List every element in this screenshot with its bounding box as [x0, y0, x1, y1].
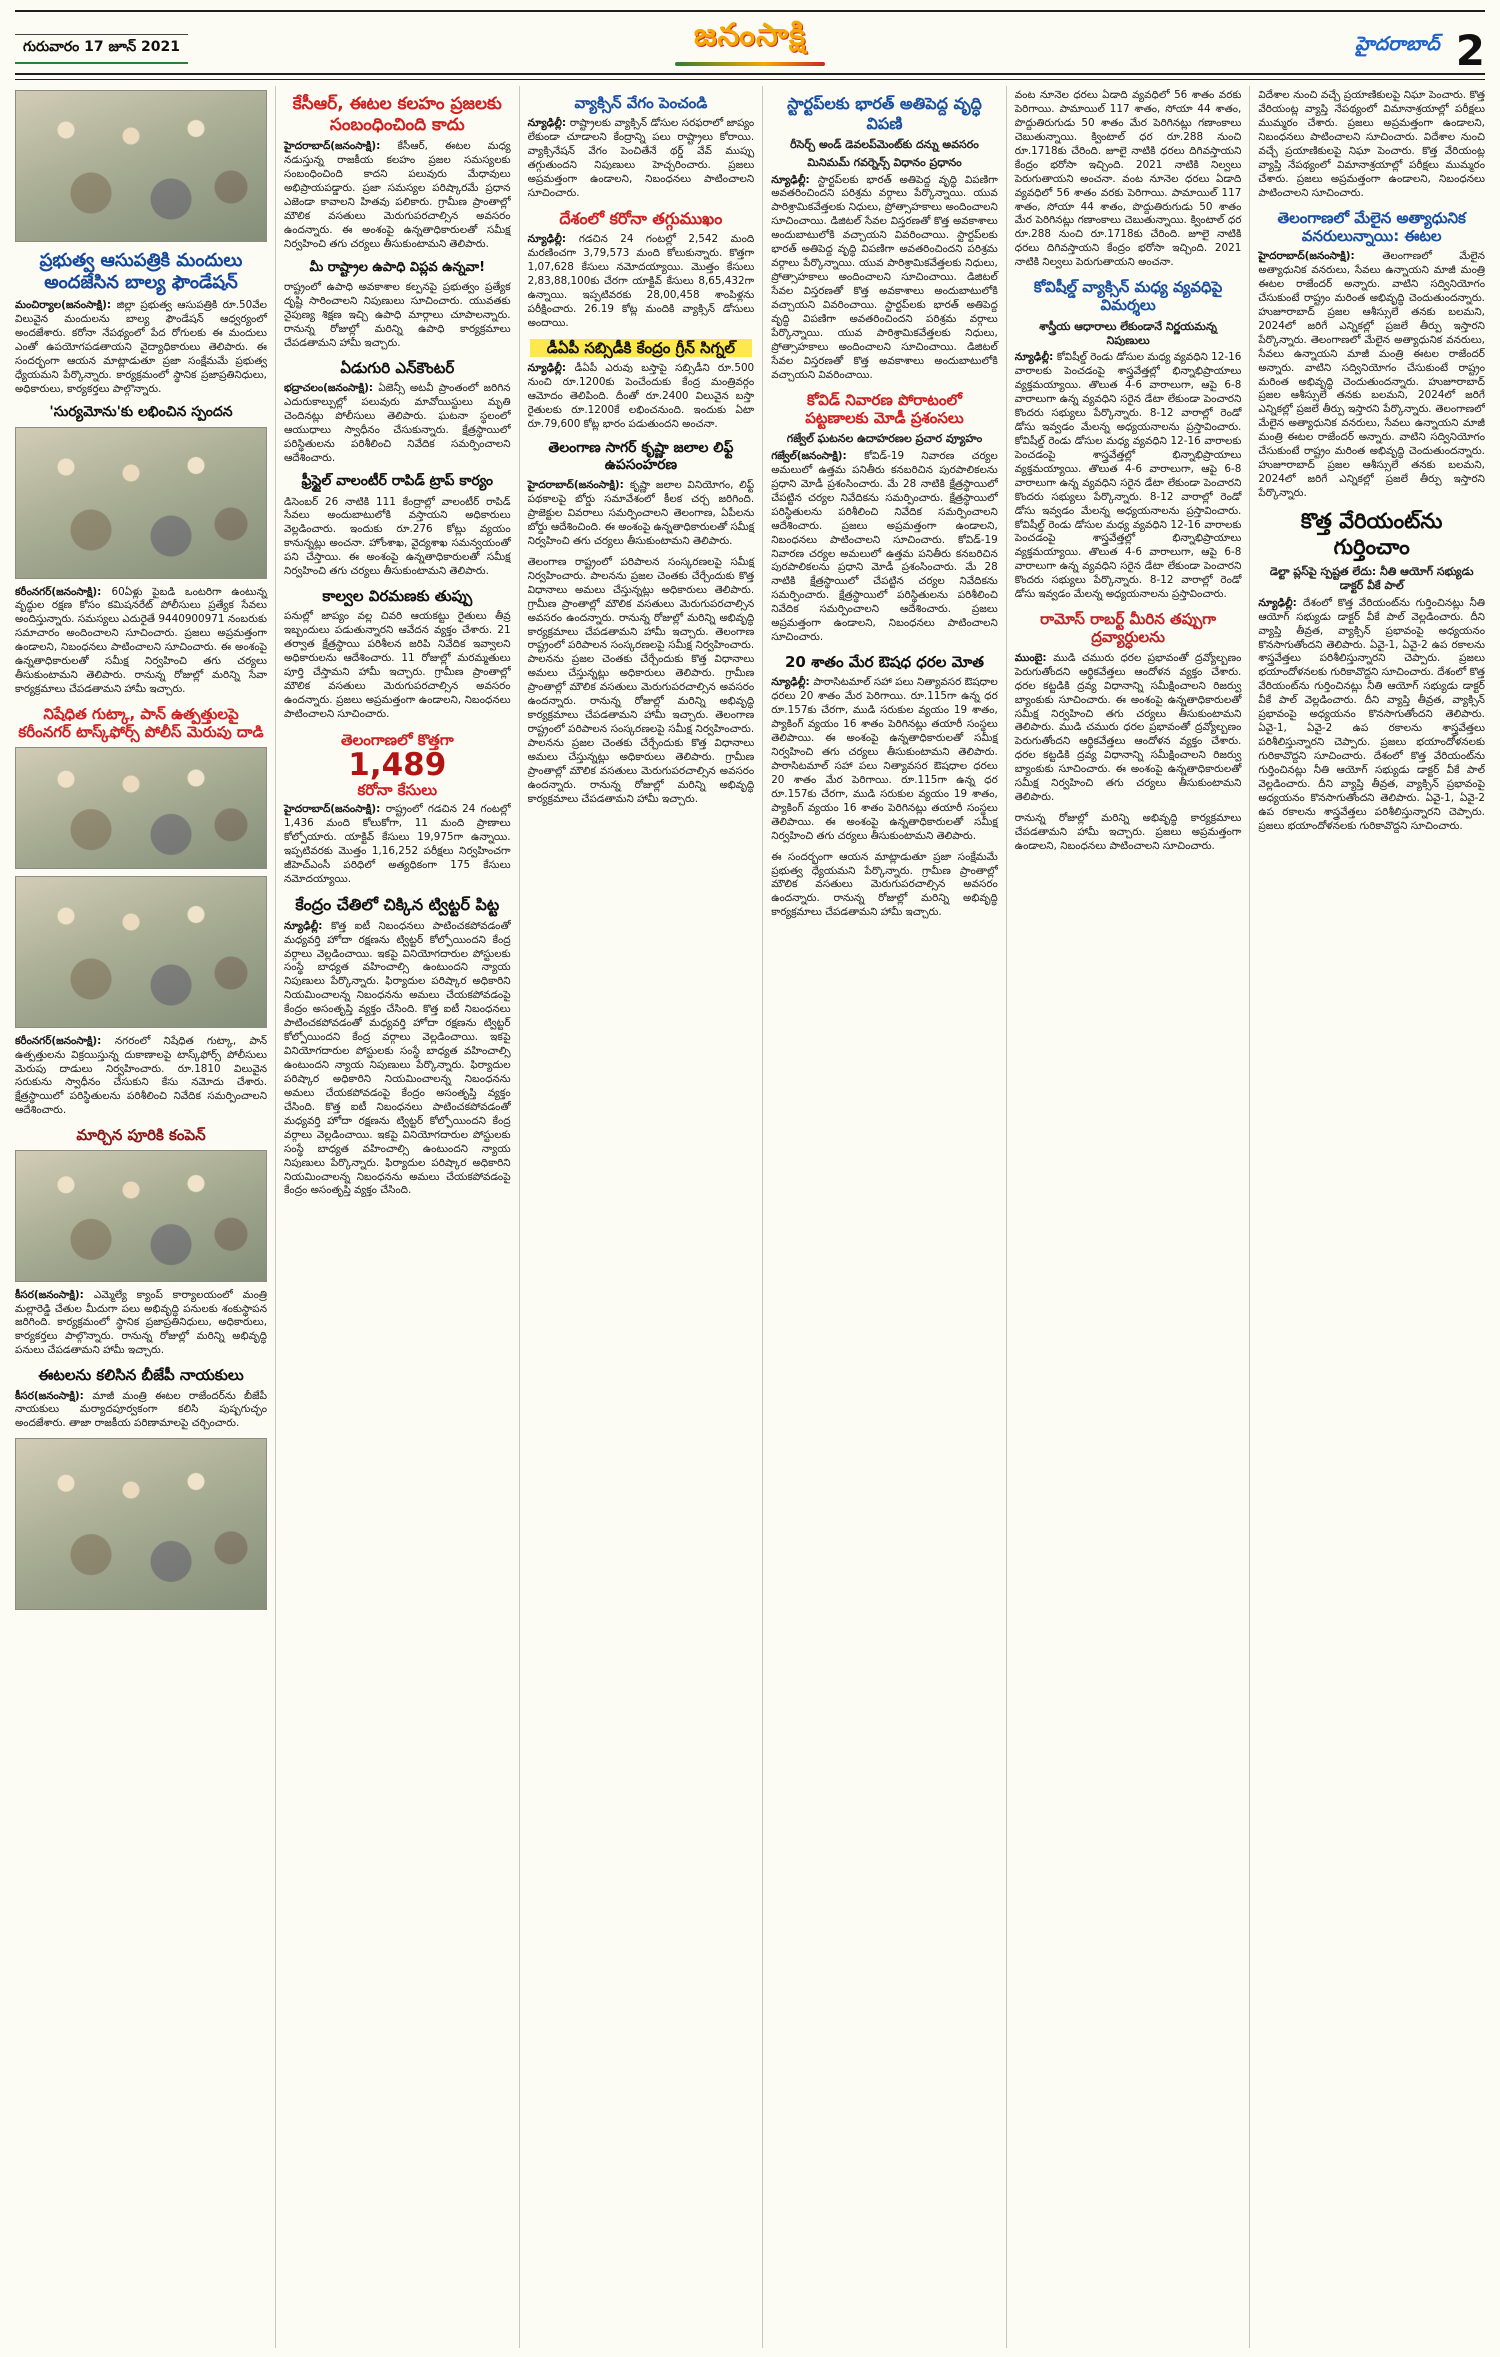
- case-count-label: తెలంగాణలో కొత్తగా: [340, 730, 454, 749]
- dateline: హైదరాబాద్(జనంసాక్షి):: [1258, 250, 1383, 263]
- headline: తెలంగాణలో మేలైన అత్యాధునిక వనరులున్నాయి: ఈటల: [1277, 208, 1466, 245]
- body-text: రాష్ట్రంలో గడచిన 24 గంటల్లో 1,436 మంది కోలుకోగా, 11 మంది ప్రాణాలు కోల్పోయారు. యాక్టివ్ కేసులు 19,975గా ఉన్నాయి. ఇప్పటివరకు మొత్తం 1,16,252 పరీక్షలు నిర్వహించగా జీహెచ్ఎంసీ పరిధిలో అత్యధికంగా 175 కేసులు నమోదయ్యాయి.: [284, 803, 511, 886]
- body-paragraph: [284, 496, 511, 580]
- body-text: కృష్ణా జలాల వినియోగం, లిఫ్ట్ పథకాలపై బోర్డు సమావేశంలో కీలక చర్చ జరిగింది. ప్రాజెక్టుల వివరాలు సమర్పించాలని తెలంగాణ, ఏపీలను బోర్డు ఆదేశించింది. ఈ అంశంపై ఉన్నతాధికారులతో సమీక్ష నిర్వహించి తగు చర్యలు తీసుకుంటామని తెలిపారు.: [527, 479, 755, 547]
- body-paragraph: [528, 362, 755, 432]
- body-paragraph: [1015, 89, 1242, 270]
- body-paragraph: [1015, 652, 1242, 805]
- dateline: గజ్వేల్(జనంసాక్షి):: [771, 449, 865, 462]
- body-paragraph: [284, 610, 511, 722]
- body-text: తెలంగాణ రాష్ట్రంలో పరిపాలన సంస్కరణలపై సమీక్ష నిర్వహించారు. పాలనను ప్రజల చెంతకు చేర్చేందుకు కొత్త విధానాలు అమలు చేస్తున్నట్లు అధికారులు తెలిపారు. గ్రామీణ ప్రాంతాల్లో మౌలిక వసతులు మెరుగుపరచాల్సిన అవసరం ఉందన్నారు. రానున్న రోజుల్లో మరిన్ని అభివృద్ధి కార్యక్రమాలు చేపడతామని హామీ ఇచ్చారు. తెలంగాణ రాష్ట్రంలో పరిపాలన సంస్కరణలపై సమీక్ష నిర్వహించారు. పాలనను ప్రజల చెంతకు చేర్చేందుకు కొత్త విధానాలు అమలు చేస్తున్నట్లు అధికారులు తెలిపారు. గ్రామీణ ప్రాంతాల్లో మౌలిక వసతులు మెరుగుపరచాల్సిన అవసరం ఉందన్నారు. రానున్న రోజుల్లో మరిన్ని అభివృద్ధి కార్యక్రమాలు చేపడతామని హామీ ఇచ్చారు. తెలంగాణ రాష్ట్రంలో పరిపాలన సంస్కరణలపై సమీక్ష నిర్వహించారు. పాలనను ప్రజల చెంతకు చేర్చేందుకు కొత్త విధానాలు అమలు చేస్తున్నట్లు అధికారులు తెలిపారు. గ్రామీణ ప్రాంతాల్లో మౌలిక వసతులు మెరుగుపరచాల్సిన అవసరం ఉందన్నారు. రానున్న రోజుల్లో మరిన్ని అభివృద్ధి కార్యక్రమాలు చేపడతామని హామీ ఇచ్చారు.: [527, 555, 755, 805]
- dateline: న్యూఢిల్లీ:: [1258, 596, 1303, 609]
- body-paragraph: [528, 117, 755, 201]
- column-1: [15, 86, 275, 2348]
- body-paragraph: [284, 140, 511, 252]
- body-paragraph: [284, 920, 511, 1199]
- body-text: ఏజెన్సీ అటవీ ప్రాంతంలో జరిగిన ఎదురుకాల్పుల్లో పలువురు మావోయిస్టులు మృతి చెందినట్లు పోలీసులు తెలిపారు. ఘటనా స్థలంలో ఆయుధాలు స్వాధీనం చేసుకున్నారు. క్షేత్రస్థాయిలో పరిస్థితులను పరిశీలించి నివేదిక సమర్పించాలని ఆదేశించారు.: [284, 381, 511, 464]
- headline: ఏడుగురి ఎన్‌కౌంటర్: [340, 358, 455, 377]
- dateline: హైదరాబాద్(జనంసాక్షి):: [527, 479, 630, 492]
- dateline: కీసర(జనంసాక్షి):: [15, 1389, 93, 1402]
- headline: కోవిడ్ నివారణ పోరాటంలో పట్టణాలకు మోడీ ప్రశంసలు: [805, 390, 964, 427]
- body-paragraph: [284, 281, 511, 351]
- medicine-donation-photo: [15, 90, 267, 242]
- bjp-leaders-meeting-photo: [15, 1438, 267, 1610]
- body-paragraph: [1258, 250, 1485, 501]
- headline: మీ రాష్ట్రాల ఉపాధి విప్లవ ఉన్నవా!: [309, 259, 486, 275]
- body-paragraph: [528, 479, 755, 549]
- kicker: గజ్వేల్ ఘటనల ఉదాహరణల ప్రచార వ్యూహం: [786, 432, 983, 446]
- headline: కోవిషీల్డ్ వ్యాక్సిన్ మధ్య వ్యవధిపై విమర్శలు: [1033, 278, 1223, 315]
- column-4: [762, 86, 1006, 2348]
- dateline: కరీంనగర్(జనంసాక్షి):: [15, 1034, 115, 1047]
- dateline: కరీంనగర్(జనంసాక్షి):: [15, 585, 112, 598]
- dateline: న్యూఢిల్లీ:: [284, 919, 332, 932]
- dateline: న్యూఢిల్లీ:: [771, 676, 814, 689]
- headline: ప్రభుత్వ ఆసుపత్రికి మందులు అందజేసిన బాల్య ఫౌండేషన్: [39, 250, 243, 293]
- body-paragraph: [771, 174, 998, 383]
- body-text: ఈ సందర్భంగా ఆయన మాట్లాడుతూ ప్రజా సంక్షేమమే ప్రభుత్వ ధ్యేయమని పేర్కొన్నారు. గ్రామీణ ప్రాంతాల్లో మౌలిక వసతులు మెరుగుపరచాల్సిన అవసరం ఉందన్నారు. రానున్న రోజుల్లో మరిన్ని అభివృద్ధి కార్యక్రమాలు చేపడతామని హామీ ఇచ్చారు.: [771, 850, 998, 919]
- headline: ఈటలను కలిసిన బీజేపీ నాయకులు: [38, 1366, 244, 1385]
- masthead-logo: [675, 17, 825, 66]
- masthead-swoosh-icon: [675, 62, 825, 66]
- headline: నిషేధిత గుట్కా, పాన్ ఉత్పత్తులపై కరీంనగర్ టాస్క్‌ఫోర్స్ పోలీస్ మెరుపు దాడి: [18, 705, 264, 742]
- case-count-label: కరోనా కేసులు: [357, 781, 438, 800]
- issue-date: గురువారం 17 జూన్ 2021: [23, 39, 181, 55]
- headline: రామోస్ రాబర్ట్ మీరిన తప్పుగా ద్రవ్యార్ధులను: [1040, 610, 1217, 647]
- body-paragraph: [1015, 351, 1242, 602]
- dateline: హైదరాబాద్(జనంసాక్షి):: [284, 140, 398, 153]
- body-text: తెలంగాణలో మేలైన అత్యాధునిక వనరులు, సేవలు ఉన్నాయని మాజీ మంత్రి ఈటల రాజేందర్ అన్నారు. వాటిని సద్వినియోగం చేసుకుంటే రాష్ట్రం మరింత అభివృద్ధి చెందుతుందన్నారు. హుజూరాబాద్ ప్రజల ఆశీస్సులే తనకు బలమని, 2024లో జరిగే ఎన్నికల్లో ప్రజలే తీర్పు ఇస్తారని పేర్కొన్నారు. తెలంగాణలో మేలైన అత్యాధునిక వనరులు, సేవలు ఉన్నాయని మాజీ మంత్రి ఈటల రాజేందర్ అన్నారు. వాటిని సద్వినియోగం చేసుకుంటే రాష్ట్రం మరింత అభివృద్ధి చెందుతుందన్నారు. హుజూరాబాద్ ప్రజల ఆశీస్సులే తనకు బలమని, 2024లో జరిగే ఎన్నికల్లో ప్రజలే తీర్పు ఇస్తారని పేర్కొన్నారు. తెలంగాణలో మేలైన అత్యాధునిక వనరులు, సేవలు ఉన్నాయని మాజీ మంత్రి ఈటల రాజేందర్ అన్నారు. వాటిని సద్వినియోగం చేసుకుంటే రాష్ట్రం మరింత అభివృద్ధి చెందుతుందన్నారు. హుజూరాబాద్ ప్రజల ఆశీస్సులే తనకు బలమని, 2024లో జరిగే ఎన్నికల్లో ప్రజలే తీర్పు ఇస్తారని పేర్కొన్నారు.: [1258, 250, 1485, 500]
- body-text: ముడి చమురు ధరల ప్రభావంతో ద్రవ్యోల్బణం పెరుగుతోందని ఆర్థికవేత్తలు ఆందోళన వ్యక్తం చేశారు. ధరల కట్టడికి ద్రవ్య విధానాన్ని సమీక్షించాలని రిజర్వు బ్యాంకుకు సూచించారు. ఈ అంశంపై ఉన్నతాధికారులతో సమీక్ష నిర్వహించి తగు చర్యలు తీసుకుంటామని తెలిపారు. ముడి చమురు ధరల ప్రభావంతో ద్రవ్యోల్బణం పెరుగుతోందని ఆర్థికవేత్తలు ఆందోళన వ్యక్తం చేశారు. ధరల కట్టడికి ద్రవ్య విధానాన్ని సమీక్షించాలని రిజర్వు బ్యాంకుకు సూచించారు. ఈ అంశంపై ఉన్నతాధికారులతో సమీక్ష నిర్వహించి తగు చర్యలు తీసుకుంటామని తెలిపారు.: [1014, 651, 1242, 804]
- kicker: శాస్త్రీయ ఆధారాలు లేకుండానే నిర్ణయమన్న నిపుణులు: [1039, 319, 1217, 347]
- page-header: [15, 10, 1485, 76]
- kicker: మినిమమ్ గవర్నెన్స్ విధానం ప్రధానం: [807, 155, 962, 169]
- column-5: [1006, 86, 1250, 2348]
- body-paragraph: [284, 803, 511, 887]
- dateline: మంచిర్యాల(జనంసాక్షి):: [15, 298, 117, 311]
- body-text: దేశంలో కొత్త వేరియంట్‌ను గుర్తించినట్లు నీతి ఆయోగ్ సభ్యుడు డాక్టర్ వీకే పాల్ వెల్లడించారు. దీని వ్యాప్తి తీవ్రత, వ్యాక్సిన్ ప్రభావంపై అధ్యయనం కొనసాగుతోందని తెలిపారు. ఏవై-1, ఏవై-2 ఉప రకాలను శాస్త్రవేత్తలు పరిశీలిస్తున్నారని చెప్పారు. ప్రజలు భయాందోళనలకు గురికావొద్దని సూచించారు. దేశంలో కొత్త వేరియంట్‌ను గుర్తించినట్లు నీతి ఆయోగ్ సభ్యుడు డాక్టర్ వీకే పాల్ వెల్లడించారు. దీని వ్యాప్తి తీవ్రత, వ్యాక్సిన్ ప్రభావంపై అధ్యయనం కొనసాగుతోందని తెలిపారు. ఏవై-1, ఏవై-2 ఉప రకాలను శాస్త్రవేత్తలు పరిశీలిస్తున్నారని చెప్పారు. ప్రజలు భయాందోళనలకు గురికావొద్దని సూచించారు. దేశంలో కొత్త వేరియంట్‌ను గుర్తించినట్లు నీతి ఆయోగ్ సభ్యుడు డాక్టర్ వీకే పాల్ వెల్లడించారు. దీని వ్యాప్తి తీవ్రత, వ్యాక్సిన్ ప్రభావంపై అధ్యయనం కొనసాగుతోందని తెలిపారు. ఏవై-1, ఏవై-2 ఉప రకాలను శాస్త్రవేత్తలు పరిశీలిస్తున్నారని చెప్పారు. ప్రజలు భయాందోళనలకు గురికావొద్దని సూచించారు.: [1258, 596, 1485, 832]
- edition-block: [1355, 26, 1485, 76]
- dateline: హైదరాబాద్(జనంసాక్షి):: [284, 803, 386, 816]
- dateline: న్యూఢిల్లీ:: [527, 362, 575, 375]
- masthead-title: జనంసాక్షి: [693, 17, 807, 53]
- body-paragraph: [15, 1390, 267, 1432]
- body-text: గడచిన 24 గంటల్లో 2,542 మంది మరణించగా 3,79,573 మంది కోలుకున్నారు. కొత్తగా 1,07,628 కేసులు నమోదయ్యాయి. మొత్తం కేసులు 2,83,88,100కు చేరగా యాక్టివ్ కేసులు 8,65,432గా ఉన్నాయి. ఇప్పటివరకు 28,00,458 శాంపిళ్లను పరీక్షించారు. 26.19 కోట్ల మందికి వ్యాక్సిన్ డోసులు అందాయి.: [527, 233, 755, 330]
- dateline: న్యూఢిల్లీ:: [771, 173, 818, 186]
- date-block: [15, 34, 188, 64]
- dateline: భద్రాచలం(జనంసాక్షి):: [284, 381, 379, 394]
- headline: 'సుర్యమోను'కు లభించిన స్పందన: [49, 404, 233, 421]
- headline: మార్చిన పూరికి కంపెన్: [76, 1126, 206, 1145]
- headline: స్టార్టప్‌లకు భారత్ అతిపెద్ద వృద్ధి విపణి: [787, 94, 982, 133]
- page-columns: [15, 86, 1485, 2348]
- body-text: జిల్లా ప్రభుత్వ ఆసుపత్రికి రూ.50వేల విలువైన మందులను బాల్య ఫౌండేషన్ ఆధ్వర్యంలో అందజేశారు. కరోనా నేపథ్యంలో పేద రోగులకు ఈ మందులు ఎంతో ఉపయోగపడతాయని వైద్యాధికారులు తెలిపారు. ఈ సందర్భంగా ఆయన మాట్లాడుతూ ప్రజా సంక్షేమమే ప్రభుత్వ ధ్యేయమని పేర్కొన్నారు. కార్యక్రమంలో స్థానిక ప్రజాప్రతినిధులు, అధికారులు, కార్యకర్తలు పాల్గొన్నారు.: [15, 298, 267, 395]
- body-text: కేసీఆర్, ఈటల మధ్య నడుస్తున్న రాజకీయ కలహం ప్రజల సమస్యలకు సంబంధించింది కాదని పలువురు మేధావులు అభిప్రాయపడ్డారు. ప్రజా సమస్యల పరిష్కారమే ప్రధాన ఎజెండా కావాలని హితవు పలికారు. గ్రామీణ ప్రాంతాల్లో మౌలిక వసతులు మెరుగుపరచాల్సిన అవసరం ఉందన్నారు. ఈ అంశంపై ఉన్నతాధికారులతో సమీక్ష నిర్వహించి తగు చర్యలు తీసుకుంటామని తెలిపారు.: [284, 140, 511, 251]
- body-text: రానున్న రోజుల్లో మరిన్ని అభివృద్ధి కార్యక్రమాలు చేపడతామని హామీ ఇచ్చారు. ప్రజలు అప్రమత్తంగా ఉండాలని, నిబంధనలు పాటించాలని సూచించారు.: [1014, 812, 1242, 852]
- body-paragraph: [1258, 89, 1485, 201]
- body-paragraph: [1015, 812, 1242, 854]
- covid-count-headline: [284, 731, 511, 800]
- page-number: 2: [1455, 26, 1485, 76]
- body-paragraph: [15, 1289, 267, 1359]
- home-visit-photo: [15, 427, 267, 579]
- body-paragraph: [15, 586, 267, 698]
- headline: కేసీఆర్, ఈటల కలహం ప్రజలకు సంబంధించింది కాదు: [292, 94, 502, 135]
- body-text: పారాసిటమాల్ సహా పలు నిత్యావసర ఔషధాల ధరలు 20 శాతం మేర పెరిగాయి. రూ.115గా ఉన్న ధర రూ.157కు చేరగా, ముడి సరుకుల వ్యయం 19 శాతం, ప్యాకింగ్ వ్యయం 16 శాతం పెరిగినట్లు తయారీ సంస్థలు తెలిపాయి. ఈ అంశంపై ఉన్నతాధికారులతో సమీక్ష నిర్వహించి తగు చర్యలు తీసుకుంటామని తెలిపారు. పారాసిటమాల్ సహా పలు నిత్యావసర ఔషధాల ధరలు 20 శాతం మేర పెరిగాయి. రూ.115గా ఉన్న ధర రూ.157కు చేరగా, ముడి సరుకుల వ్యయం 19 శాతం, ప్యాకింగ్ వ్యయం 16 శాతం పెరిగినట్లు తయారీ సంస్థలు తెలిపాయి. ఈ అంశంపై ఉన్నతాధికారులతో సమీక్ష నిర్వహించి తగు చర్యలు తీసుకుంటామని తెలిపారు.: [771, 676, 998, 842]
- headline: ఫ్రీస్టైల్ వాలంటీర్ రాపిడ్ ట్రాప్ కార్యం: [301, 473, 494, 490]
- body-paragraph: [528, 556, 755, 807]
- body-text: 60ఏళ్లు పైబడి ఒంటరిగా ఉంటున్న వృద్ధుల రక్షణ కోసం కమిషనరేట్ పోలీసులు ప్రత్యేక సేవలు అందిస్తున్నారు. సమస్యలు ఎదురైతే 9440900971 నంబరుకు సమాచారం అందించాలని సూచించారు. ప్రజలు అప్రమత్తంగా ఉండాలని, నిబంధనలు పాటించాలని సూచించారు. ఈ అంశంపై ఉన్నతాధికారులతో సమీక్ష నిర్వహించి తగు చర్యలు తీసుకుంటామని తెలిపారు. రానున్న రోజుల్లో మరిన్ని సేవా కార్యక్రమాలు చేపడతామని హామీ ఇచ్చారు.: [15, 585, 267, 696]
- column-3: [519, 86, 763, 2348]
- kicker: డెల్టా ప్లస్‌పై స్పష్టత లేదు: నీతి ఆయోగ్ సభ్యుడు డాక్టర్ వీకే పాల్: [1269, 565, 1474, 592]
- headline: కేంద్రం చేతిలో చిక్కిన ట్విట్టర్ పిట్ట: [295, 895, 500, 915]
- dateline: న్యూఢిల్లీ:: [527, 233, 579, 246]
- body-text: కోవిడ్-19 నివారణ చర్యల అమలులో ఉత్తమ పనితీరు కనబరిచిన పురపాలికలను ప్రధాని మోడీ ప్రశంసించారు. మే 28 నాటికి క్షేత్రస్థాయిలో చేపట్టిన చర్యల నివేదికను సమర్పించారు. క్షేత్రస్థాయిలో పరిస్థితులను పరిశీలించి నివేదిక సమర్పించాలని ఆదేశించారు. ప్రజలు అప్రమత్తంగా ఉండాలని, నిబంధనలు పాటించాలని సూచించారు. కోవిడ్-19 నివారణ చర్యల అమలులో ఉత్తమ పనితీరు కనబరిచిన పురపాలికలను ప్రధాని మోడీ ప్రశంసించారు. మే 28 నాటికి క్షేత్రస్థాయిలో చేపట్టిన చర్యల నివేదికను సమర్పించారు. క్షేత్రస్థాయిలో పరిస్థితులను పరిశీలించి నివేదిక సమర్పించాలని ఆదేశించారు. ప్రజలు అప్రమత్తంగా ఉండాలని, నిబంధనలు పాటించాలని సూచించారు.: [771, 449, 998, 644]
- dateline: కీసర(జనంసాక్షి):: [15, 1288, 94, 1301]
- header-rule: [15, 73, 1485, 80]
- seized-goods-photo: [15, 876, 267, 1028]
- kicker: రీసెర్చ్ అండ్ డెవలప్‌మెంట్‌కు దన్ను అవసరం: [790, 138, 979, 152]
- dateline: ముంబై:: [1014, 651, 1054, 664]
- body-text: మాజీ మంత్రి ఈటల రాజేందర్‌ను బీజేపీ నాయకులు మర్యాదపూర్వకంగా కలిసి పుష్పగుచ్ఛం అందజేశారు. తాజా రాజకీయ పరిణామాలపై చర్చించారు.: [15, 1389, 267, 1430]
- body-text: రాష్ట్రంలో ఉపాధి అవకాశాల కల్పనపై ప్రభుత్వం ప్రత్యేక దృష్టి సారించాలని నిపుణులు సూచించారు. యువతకు నైపుణ్య శిక్షణ ఇచ్చి ఉపాధి మార్గాలు చూపాలన్నారు. రానున్న రోజుల్లో మరిన్ని ఉపాధి కార్యక్రమాలు చేపడతామని హామీ ఇచ్చారు.: [284, 280, 511, 349]
- body-text: ఎమ్మెల్యే క్యాంప్ కార్యాలయంలో మంత్రి మల్లారెడ్డి చేతుల మీదుగా పలు అభివృద్ధి పనులకు శంకుస్థాపన జరిగింది. కార్యక్రమంలో స్థానిక ప్రజాప్రతినిధులు, అధికారులు, కార్యకర్తలు పాల్గొన్నారు. రానున్న రోజుల్లో మరిన్ని అభివృద్ధి పనులు చేపడతామని హామీ ఇచ్చారు.: [15, 1288, 267, 1357]
- headline: డీఏపీ సబ్సిడీకి కేంద్రం గ్రీన్ సిగ్నల్: [530, 339, 753, 357]
- body-paragraph: [1258, 597, 1485, 834]
- body-text: నగరంలో నిషేధిత గుట్కా, పాన్ ఉత్పత్తులను విక్రయిస్తున్న దుకాణాలపై టాస్క్‌ఫోర్స్ పోలీసులు మెరుపు దాడులు నిర్వహించారు. రూ.1810 విలువైన సరుకును స్వాధీనం చేసుకుని కేసు నమోదు చేశారు. క్షేత్రస్థాయిలో పరిస్థితులను పరిశీలించి నివేదిక సమర్పించాలని ఆదేశించారు.: [15, 1034, 267, 1117]
- body-paragraph: [771, 676, 998, 843]
- dateline: న్యూఢిల్లీ:: [1014, 351, 1057, 364]
- body-text: వంట నూనెల ధరలు ఏడాది వ్యవధిలో 56 శాతం వరకు పెరిగాయి. పామాయిల్ 117 శాతం, సోయా 44 శాతం, పొద్దుతిరుగుడు 50 శాతం మేర పెరిగినట్లు గణాంకాలు చెబుతున్నాయి. క్వింటాల్ ధర రూ.288 నుంచి రూ.1718కు చేరింది. జూలై నాటికి ధరలు దిగివస్తాయని కేంద్రం భరోసా ఇచ్చింది. 2021 నాటికి నిల్వలు పెరుగుతాయని అంచనా. వంట నూనెల ధరలు ఏడాది వ్యవధిలో 56 శాతం వరకు పెరిగాయి. పామాయిల్ 117 శాతం, సోయా 44 శాతం, పొద్దుతిరుగుడు 50 శాతం మేర పెరిగినట్లు గణాంకాలు చెబుతున్నాయి. క్వింటాల్ ధర రూ.288 నుంచి రూ.1718కు చేరింది. జూలై నాటికి ధరలు దిగివస్తాయని కేంద్రం భరోసా ఇచ్చింది. 2021 నాటికి నిల్వలు పెరుగుతాయని అంచనా.: [1014, 89, 1242, 269]
- body-paragraph: [528, 233, 755, 331]
- taskforce-raid-photo: [15, 747, 267, 869]
- body-paragraph: [15, 1035, 267, 1119]
- headline: వ్యాక్సిన్ వేగం పెంచండి: [574, 94, 708, 112]
- dateline: న్యూఢిల్లీ:: [527, 117, 570, 130]
- edition-name: హైదరాబాద్: [1355, 33, 1440, 55]
- headline: తెలంగాణ సాగర్ కృష్ణా జలాల లిఫ్ట్ ఉపసంహరణ: [548, 439, 734, 474]
- headline: కాల్వల విరమణకు తుప్పు: [322, 587, 473, 606]
- body-paragraph: [284, 382, 511, 466]
- body-text: స్టార్టప్‌లకు భారత్ అతిపెద్ద వృద్ధి విపణిగా అవతరించిందని పరిశ్రమ వర్గాలు పేర్కొన్నాయి. యువ పారిశ్రామికవేత్తలకు నిధులు, ప్రోత్సాహకాలు అందించాలని సూచించాయి. డిజిటల్ సేవల విస్తరణతో కొత్త అవకాశాలు అందుబాటులోకి వచ్చాయని వివరించాయి. స్టార్టప్‌లకు భారత్ అతిపెద్ద వృద్ధి విపణిగా అవతరించిందని పరిశ్రమ వర్గాలు పేర్కొన్నాయి. యువ పారిశ్రామికవేత్తలకు నిధులు, ప్రోత్సాహకాలు అందించాలని సూచించాయి. డిజిటల్ సేవల విస్తరణతో కొత్త అవకాశాలు అందుబాటులోకి వచ్చాయని వివరించాయి. స్టార్టప్‌లకు భారత్ అతిపెద్ద వృద్ధి విపణిగా అవతరించిందని పరిశ్రమ వర్గాలు పేర్కొన్నాయి. యువ పారిశ్రామికవేత్తలకు నిధులు, ప్రోత్సాహకాలు అందించాలని సూచించాయి. డిజిటల్ సేవల విస్తరణతో కొత్త అవకాశాలు అందుబాటులోకి వచ్చాయని వివరించాయి.: [771, 173, 998, 381]
- headline: 20 శాతం మేర ఔషధ ధరల మోత: [784, 653, 984, 672]
- felicitation-photo: [15, 1150, 267, 1282]
- body-text: డీఏపీ ఎరువు బస్తాపై సబ్సిడీని రూ.500 నుంచి రూ.1200కు పెంచేందుకు కేంద్ర మంత్రివర్గం ఆమోదం తెలిపింది. దీంతో రూ.2400 విలువైన బస్తా రైతులకు రూ.1200కే లభించనుంది. ఇందుకు ఏటా రూ.79,600 కోట్ల భారం పడుతుందని అంచనా.: [527, 362, 755, 431]
- headline: కొత్త వేరియంట్‌ను గుర్తించాం: [1300, 508, 1443, 559]
- body-text: విదేశాల నుంచి వచ్చే ప్రయాణికులపై నిఘా పెంచారు. కొత్త వేరియంట్ల వ్యాప్తి నేపథ్యంలో విమానాశ్రయాల్లో పరీక్షలు ముమ్మరం చేశారు. ప్రజలు అప్రమత్తంగా ఉండాలని, నిబంధనలు పాటించాలని సూచించారు. విదేశాల నుంచి వచ్చే ప్రయాణికులపై నిఘా పెంచారు. కొత్త వేరియంట్ల వ్యాప్తి నేపథ్యంలో విమానాశ్రయాల్లో పరీక్షలు ముమ్మరం చేశారు. ప్రజలు అప్రమత్తంగా ఉండాలని, నిబంధనలు పాటించాలని సూచించారు.: [1258, 89, 1485, 199]
- body-paragraph: [15, 299, 267, 397]
- body-paragraph: [771, 450, 998, 645]
- headline: దేశంలో కరోనా తగ్గుముఖం: [559, 208, 723, 228]
- body-text: కొత్త ఐటీ నిబంధనలు పాటించకపోవడంతో మధ్యవర్తి హోదా రక్షణను ట్విట్టర్ కోల్పోయిందని కేంద్ర వర్గాలు వెల్లడించాయి. ఇకపై వినియోగదారుల పోస్టులకు సంస్థే బాధ్యత వహించాల్సి ఉంటుందని న్యాయ నిపుణులు పేర్కొన్నారు. ఫిర్యాదుల పరిష్కార అధికారిని నియమించాలన్న నిబంధనను అమలు చేయకపోవడంపై కేంద్రం అసంతృప్తి వ్యక్తం చేసింది. కొత్త ఐటీ నిబంధనలు పాటించకపోవడంతో మధ్యవర్తి హోదా రక్షణను ట్విట్టర్ కోల్పోయిందని కేంద్ర వర్గాలు వెల్లడించాయి. ఇకపై వినియోగదారుల పోస్టులకు సంస్థే బాధ్యత వహించాల్సి ఉంటుందని న్యాయ నిపుణులు పేర్కొన్నారు. ఫిర్యాదుల పరిష్కార అధికారిని నియమించాలన్న నిబంధనను అమలు చేయకపోవడంపై కేంద్రం అసంతృప్తి వ్యక్తం చేసింది. కొత్త ఐటీ నిబంధనలు పాటించకపోవడంతో మధ్యవర్తి హోదా రక్షణను ట్విట్టర్ కోల్పోయిందని కేంద్ర వర్గాలు వెల్లడించాయి. ఇకపై వినియోగదారుల పోస్టులకు సంస్థే బాధ్యత వహించాల్సి ఉంటుందని న్యాయ నిపుణులు పేర్కొన్నారు. ఫిర్యాదుల పరిష్కార అధికారిని నియమించాలన్న నిబంధనను అమలు చేయకపోవడంపై కేంద్రం అసంతృప్తి వ్యక్తం చేసింది.: [284, 919, 511, 1197]
- body-text: రాష్ట్రాలకు వ్యాక్సిన్ డోసుల సరఫరాలో జాప్యం లేకుండా చూడాలని కేంద్రాన్ని పలు రాష్ట్రాలు కోరాయి. వ్యాక్సినేషన్ వేగం పెంచితేనే థర్డ్ వేవ్ ముప్పు తగ్గుతుందని నిపుణులు హెచ్చరించారు. ప్రజలు అప్రమత్తంగా ఉండాలని, నిబంధనలు పాటించాలని సూచించారు.: [527, 117, 755, 199]
- body-text: డిసెంబర్ 26 నాటికి 111 కేంద్రాల్లో వాలంటీర్ రాపిడ్ సేవలు అందుబాటులోకి వస్తాయని అధికారులు వెల్లడించారు. ఇందుకు రూ.276 కోట్లు వ్యయం కానున్నట్లు అంచనా. హోంశాఖ, వైద్యశాఖ సమన్వయంతో పని చేస్తాయి. ఈ అంశంపై ఉన్నతాధికారులతో సమీక్ష నిర్వహించి తగు చర్యలు తీసుకుంటామని తెలిపారు.: [284, 495, 511, 578]
- column-6: [1249, 86, 1485, 2348]
- body-text: కోవిషీల్డ్ రెండు డోసుల మధ్య వ్యవధిని 12-16 వారాలకు పెంచడంపై శాస్త్రవేత్తల్లో భిన్నాభిప్రాయాలు వ్యక్తమయ్యాయి. తొలుత 4-6 వారాలుగా, ఆపై 6-8 వారాలుగా ఉన్న వ్యవధిని సరైన డేటా లేకుండా పెంచారని కొందరు సభ్యులు పేర్కొన్నారు. 8-12 వారాల్లో రెండో డోసు ఇవ్వడం మేలన్న అధ్యయనాలను ప్రస్తావించారు. కోవిషీల్డ్ రెండు డోసుల మధ్య వ్యవధిని 12-16 వారాలకు పెంచడంపై శాస్త్రవేత్తల్లో భిన్నాభిప్రాయాలు వ్యక్తమయ్యాయి. తొలుత 4-6 వారాలుగా, ఆపై 6-8 వారాలుగా ఉన్న వ్యవధిని సరైన డేటా లేకుండా పెంచారని కొందరు సభ్యులు పేర్కొన్నారు. 8-12 వారాల్లో రెండో డోసు ఇవ్వడం మేలన్న అధ్యయనాలను ప్రస్తావించారు. కోవిషీల్డ్ రెండు డోసుల మధ్య వ్యవధిని 12-16 వారాలకు పెంచడంపై శాస్త్రవేత్తల్లో భిన్నాభిప్రాయాలు వ్యక్తమయ్యాయి. తొలుత 4-6 వారాలుగా, ఆపై 6-8 వారాలుగా ఉన్న వ్యవధిని సరైన డేటా లేకుండా పెంచారని కొందరు సభ్యులు పేర్కొన్నారు. 8-12 వారాల్లో రెండో డోసు ఇవ్వడం మేలన్న అధ్యయనాలను ప్రస్తావించారు.: [1014, 351, 1242, 601]
- column-2: [275, 86, 519, 2348]
- body-paragraph: [771, 851, 998, 921]
- case-count-number: 1,489: [348, 746, 447, 783]
- body-text: పనుల్లో జాప్యం వల్ల చివరి ఆయకట్టు రైతులు తీవ్ర ఇబ్బందులు పడుతున్నారని ఆవేదన వ్యక్తం చేశారు. 21 తర్వాత క్షేత్రస్థాయి పరిశీలన జరిపి నివేదిక ఇవ్వాలని అధికారులను ఆదేశించారు. 11 రోజుల్లో మరమ్మతులు పూర్తి చేస్తామని హామీ ఇచ్చారు. గ్రామీణ ప్రాంతాల్లో మౌలిక వసతులు మెరుగుపరచాల్సిన అవసరం ఉందన్నారు. ప్రజలు అప్రమత్తంగా ఉండాలని, నిబంధనలు పాటించాలని సూచించారు.: [284, 610, 511, 720]
